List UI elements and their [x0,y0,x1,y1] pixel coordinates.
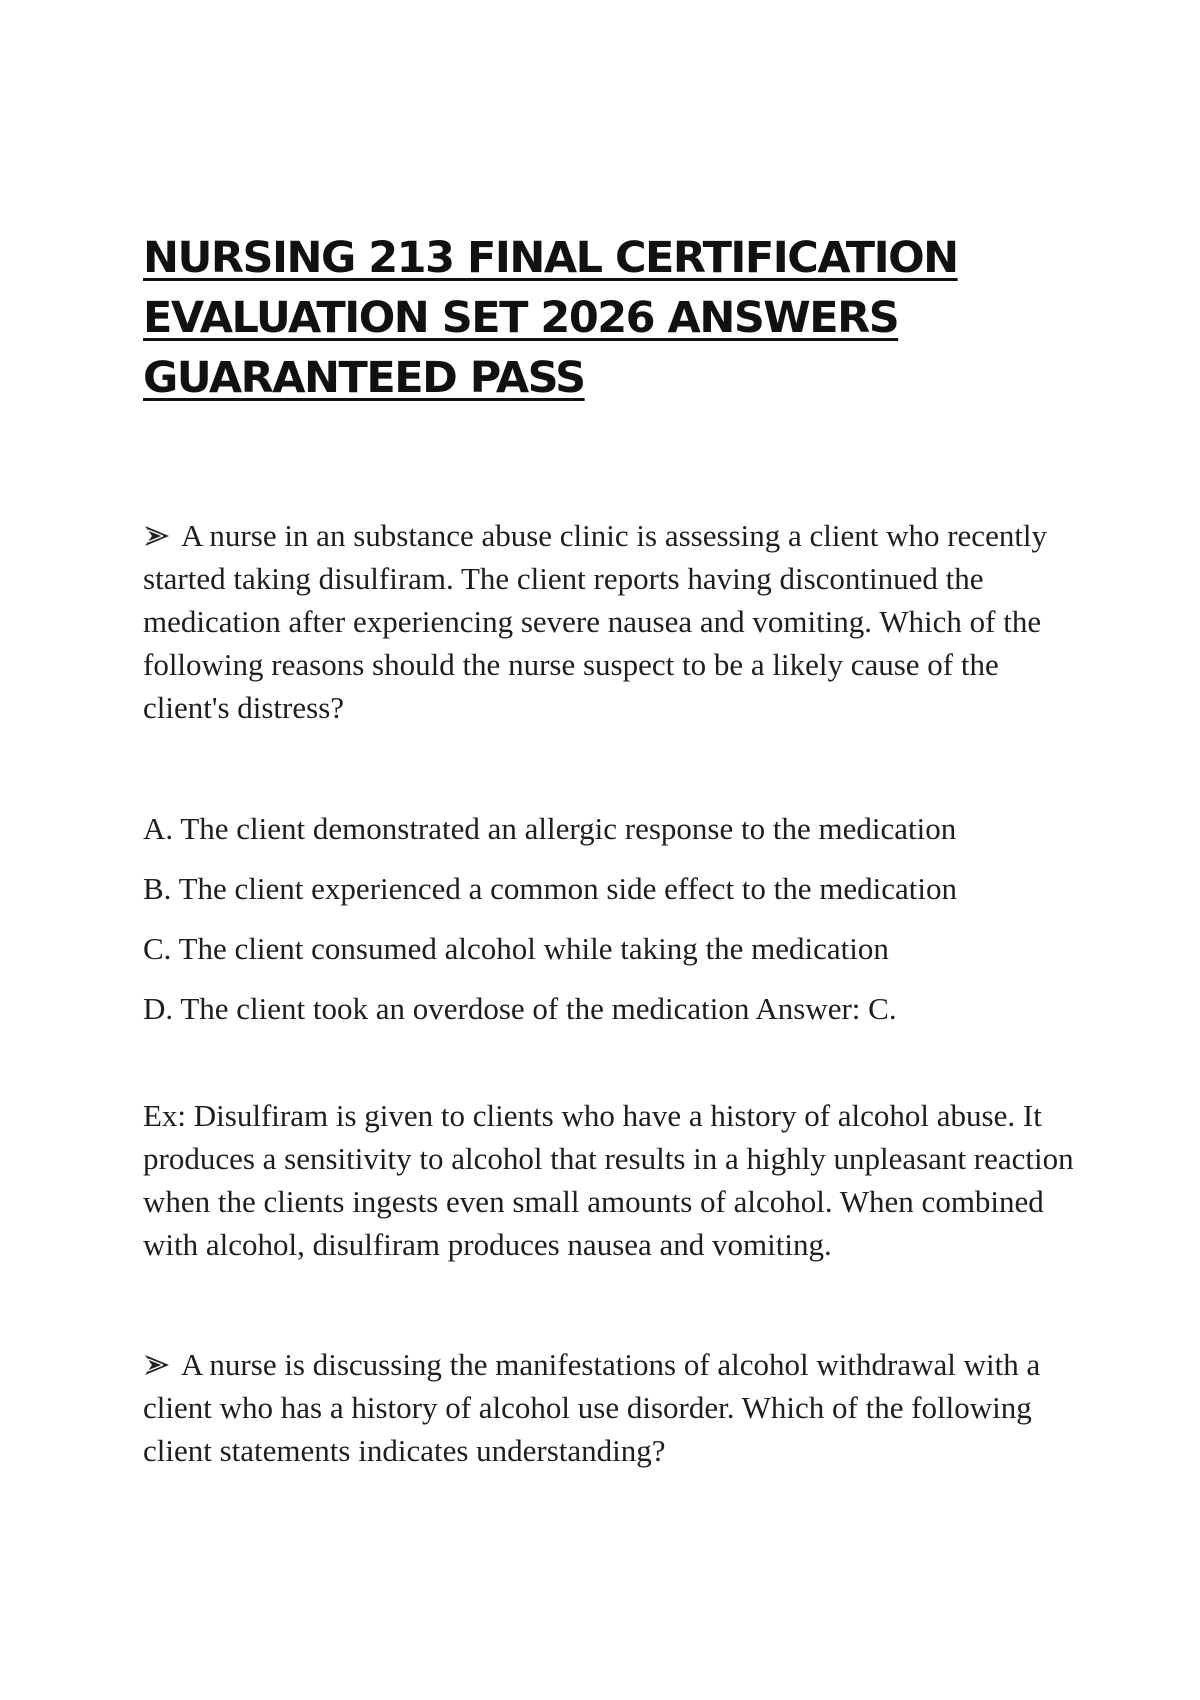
question-2-text: A nurse is discussing the manifestations of alcohol withdrawal with a client who has a history of alcohol use disorder. Which of the following client statements indicates understanding? [143,1347,1041,1468]
question-2 [143,1343,1083,1472]
answer-options [143,807,1083,1030]
question-1 [143,514,1083,729]
question-1-text: A nurse in an substance abuse clinic is assessing a client who recently started taking disulfiram. The client reports having discontinued the medication after experiencing severe nausea and vomiting. Which of the following reasons should the nurse suspect to be a likely cause of the client's distress? [143,518,1048,725]
option-a: A. The client demonstrated an allergic response to the medication [143,811,957,846]
option-d: D. The client took an overdose of the medication Answer: C. [143,991,897,1026]
document-title [143,228,1083,408]
arrow-bullet-icon [143,1352,177,1378]
document-page [143,228,1083,1472]
title-line: NURSING 213 FINAL CERTIFICATION [143,233,958,283]
title-line: GUARANTEED PASS [143,353,585,403]
arrow-bullet-icon [143,523,177,549]
option-b: B. The client experienced a common side effect to the medication [143,871,958,906]
option-c: C. The client consumed alcohol while taking the medication [143,931,889,966]
title-line: EVALUATION SET 2026 ANSWERS [143,293,899,343]
explanation: Ex: Disulfiram is given to clients who have a history of alcohol abuse. It produces a sensitivity to alcohol that results in a highly unpleasant reaction when the clients ingests even small amounts of alcohol. When combined with alcohol, disulfiram produces nausea and vomiting. [143,1098,1074,1262]
